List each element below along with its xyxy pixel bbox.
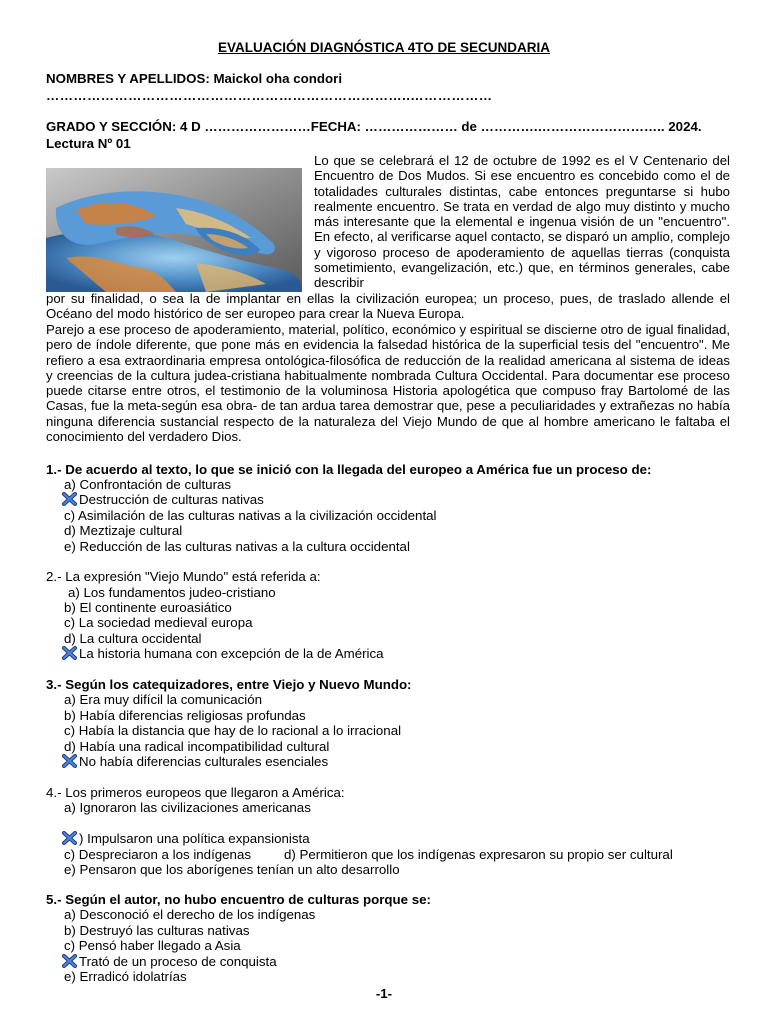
x-mark-icon bbox=[62, 646, 77, 660]
q5-option-c[interactable]: c) Pensó haber llegado a Asia bbox=[64, 938, 241, 953]
q1-option-a[interactable]: a) Confrontación de culturas bbox=[64, 477, 232, 492]
q2-option-d[interactable]: d) La cultura occidental bbox=[64, 631, 202, 646]
q4-option-a[interactable]: a) Ignoraron las civilizaciones americanas bbox=[64, 800, 311, 815]
q5-option-d-label: Trató de un proceso de conquista bbox=[79, 954, 277, 969]
x-mark-icon bbox=[62, 754, 77, 768]
question-4: 4.- Los primeros europeos que llegaron a América: bbox=[46, 785, 345, 800]
reading-paragraph-1: Lo que se celebrará el 12 de octubre de 1992 es el V Centenario del Encuentro de Dos Mudos. Si ese encuentro es concebido como el de totalidades culturales distintas, cabe entonces preguntarse si hubo realmente encuentro. Se trata en verdad de algo muy distinto y mucho más interesante que la elemental e ingenua visión de un "encuentro". En efecto, al verificarse aquel contacto, se disparó un amplio, complejo y vigoroso proceso de apoderamiento de aquellas tierras (conquista sometimiento, evangelización, etc.) que, en términos generales, cabe describir bbox=[314, 153, 730, 291]
q5-option-d-selected[interactable] bbox=[62, 954, 277, 969]
hands-globe-image bbox=[46, 168, 302, 292]
q1-option-e[interactable]: e) Reducción de las culturas nativas a la cultura occidental bbox=[64, 539, 410, 554]
x-mark-icon bbox=[62, 831, 77, 845]
q5-option-b[interactable]: b) Destruyó las culturas nativas bbox=[64, 923, 250, 938]
grade-date-line: GRADO Y SECCIÓN: 4 D ……………………FECHA: ………………… de ………….……………………….. 2024. bbox=[46, 119, 702, 134]
reading-label: Lectura Nº 01 bbox=[46, 136, 131, 151]
page-number: -1- bbox=[375, 986, 393, 1001]
q3-option-b[interactable]: b) Había diferencias religiosas profundas bbox=[64, 708, 306, 723]
q2-option-c[interactable]: c) La sociedad medieval europa bbox=[64, 615, 253, 630]
q3-option-e-label: No había diferencias culturales esenciales bbox=[79, 754, 329, 769]
q4-option-c[interactable]: c) Despreciaron a los indígenas bbox=[64, 847, 251, 862]
question-1: 1.- De acuerdo al texto, lo que se inició con la llegada del europeo a América fue un proceso de: bbox=[46, 462, 652, 477]
x-mark-icon bbox=[62, 954, 77, 968]
q1-option-c[interactable]: c) Asimilación de las culturas nativas a la civilización occidental bbox=[64, 508, 437, 523]
q4-option-d[interactable]: d) Permitieron que los indígenas expresaron su propio ser cultural bbox=[284, 847, 673, 862]
question-5: 5.- Según el autor, no hubo encuentro de culturas porque se: bbox=[46, 892, 431, 907]
student-name-line: NOMBRES Y APELLIDOS: Maickol oha condori bbox=[46, 71, 343, 86]
question-2: 2.- La expresión "Viejo Mundo" está referida a: bbox=[46, 569, 321, 584]
q2-option-b[interactable]: b) El continente euroasiático bbox=[64, 600, 232, 615]
q1-option-b-label: Destrucción de culturas nativas bbox=[79, 492, 264, 507]
q4-option-e[interactable]: e) Pensaron que los aborígenes tenían un alto desarrollo bbox=[64, 862, 400, 877]
q2-option-e-label: La historia humana con excepción de la de América bbox=[79, 646, 384, 661]
x-mark-icon bbox=[62, 492, 77, 506]
q3-option-c[interactable]: c) Había la distancia que hay de lo racional a lo irracional bbox=[64, 723, 402, 738]
q2-option-a[interactable]: a) Los fundamentos judeo-cristiano bbox=[68, 585, 276, 600]
q3-option-a[interactable]: a) Era muy difícil la comunicación bbox=[64, 692, 263, 707]
q3-option-e-selected[interactable] bbox=[62, 754, 328, 769]
reading-paragraph-1-continuation: por su finalidad, o sea la de implantar en ellas la civilización europea; un proceso, pues, de traslado allende el Océano del modo histórico de ser europeo para crear la Nueva Europa. bbox=[46, 291, 730, 322]
question-3: 3.- Según los catequizadores, entre Viejo y Nuevo Mundo: bbox=[46, 677, 412, 692]
q1-option-d[interactable]: d) Meztizaje cultural bbox=[64, 523, 183, 538]
q4-option-b-selected[interactable] bbox=[62, 831, 310, 846]
dotted-line: ……………………………………………………………………..……………… bbox=[46, 88, 493, 103]
q5-option-a[interactable]: a) Desconoció el derecho de los indígenas bbox=[64, 907, 316, 922]
q2-option-e-selected[interactable] bbox=[62, 646, 384, 661]
reading-paragraph-2: Parejo a ese proceso de apoderamiento, material, político, económico y espiritual se discierne otro de igual finalidad, pero de índole diferente, que pone más en evidencia la falsedad histórica de la superficial tesis del "encuentro". Me refiero a esa extraordinaria empresa ontológica-filosófica de reducción de la realidad americana al sistema de ideas y creencias de la cultura judea-cristiana habitualmente nombrada Cultura Occidental. Para documentar ese proceso puede citarse entre otros, el testimonio de la voluminosa Historia apologética que compuso fray Bartolomé de las Casas, fue la meta-según esa obra- de tan ardua tarea demostrar que, pese a peculiaridades y extrañezas no había ninguna diferencia sustancial respecto de la naturaleza del Viejo Mundo de que al hombre americano le faltaba el conocimiento del verdadero Dios. bbox=[46, 322, 730, 445]
exam-title: EVALUACIÓN DIAGNÓSTICA 4TO DE SECUNDARIA bbox=[217, 40, 551, 55]
q1-option-b-selected[interactable] bbox=[62, 492, 264, 507]
q3-option-d[interactable]: d) Había una radical incompatibilidad cultural bbox=[64, 739, 330, 754]
q5-option-e[interactable]: e) Erradicó idolatrías bbox=[64, 969, 187, 984]
q4-option-b-label: ) Impulsaron una política expansionista bbox=[79, 831, 310, 846]
